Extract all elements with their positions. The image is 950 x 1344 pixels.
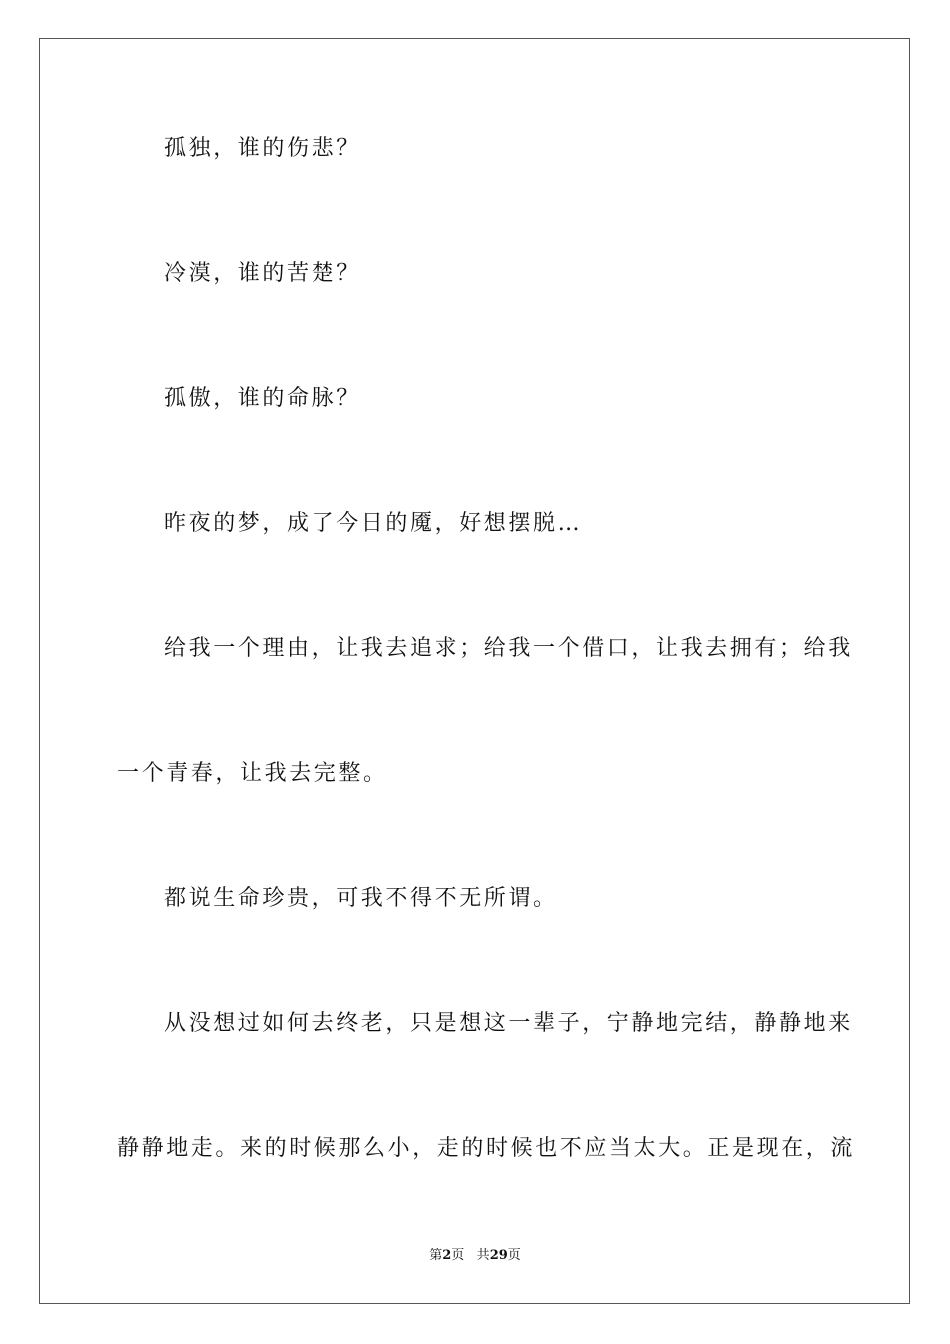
paragraph-line-7: 都说生命珍贵，可我不得不无所谓。 — [164, 886, 558, 911]
paragraph-line-6: 一个青春，让我去完整。 — [117, 761, 388, 786]
paragraph-line-2: 冷漠，谁的苦楚？ — [164, 261, 361, 286]
paragraph-line-5: 给我一个理由，让我去追求；给我一个借口，让我去拥有；给我 — [164, 636, 853, 661]
paragraph-line-3: 孤傲，谁的命脉？ — [164, 386, 361, 411]
footer-page-suffix: 页 — [451, 1248, 465, 1263]
footer-page-number: 2 — [442, 1248, 452, 1263]
paragraph-line-1: 孤独，谁的伤悲？ — [164, 136, 361, 161]
paragraph-line-9: 静静地走。来的时候那么小，走的时候也不应当太大。正是现在，流 — [117, 1136, 856, 1161]
paragraph-line-8: 从没想过如何去终老，只是想这一辈子，宁静地完结，静静地来 — [164, 1011, 853, 1036]
footer-total-prefix: 共 — [476, 1248, 490, 1263]
page-footer — [0, 1247, 950, 1265]
footer-total-pages: 29 — [489, 1248, 508, 1263]
paragraph-line-4: 昨夜的梦，成了今日的魇，好想摆脱… — [164, 511, 583, 536]
footer-total-suffix: 页 — [507, 1248, 521, 1263]
footer-page-prefix: 第 — [429, 1248, 443, 1263]
page-border — [39, 38, 910, 1304]
